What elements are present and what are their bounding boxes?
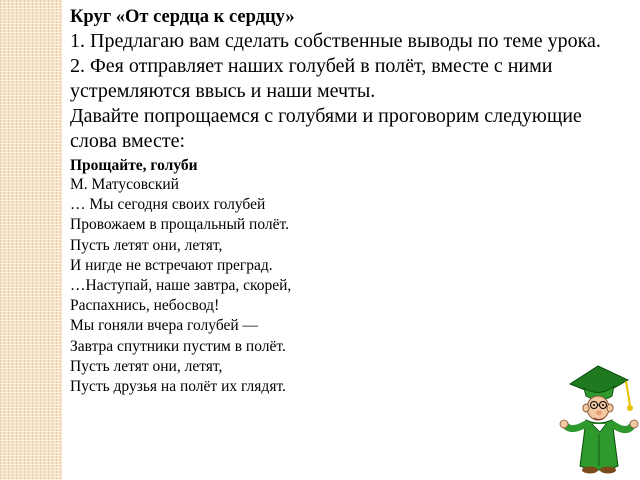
- poem-line: Пусть летят они, летят,: [70, 357, 223, 375]
- left-decorative-border: [0, 0, 62, 480]
- poem-line: …Наступай, наше завтра, скорей,: [70, 277, 292, 295]
- slide-content: [70, 6, 630, 397]
- paragraph-3: Давайте попрощаемся с голубями и проговорим следующие слова вместе:: [70, 105, 582, 152]
- professor-mascot-icon: [556, 362, 640, 478]
- poem-line: Распахнись, небосвод!: [70, 297, 220, 315]
- poem-line: Мы гоняли вчера голубей —: [70, 317, 259, 335]
- paragraph-2: 2. Фея отправляет наших голубей в полёт, вместе с ними устремляются ввысь и наши мечты.: [70, 55, 553, 102]
- poem-line: Провожаем в прощальный полёт.: [70, 216, 289, 234]
- slide-title: Круг «От сердца к сердцу»: [70, 7, 295, 27]
- poem: [70, 156, 630, 397]
- poem-line: И нигде не встречают преград.: [70, 256, 273, 274]
- poem-line: Завтра спутники пустим в полёт.: [70, 337, 286, 355]
- paragraph-1: 1. Предлагаю вам сделать собственные выводы по теме урока.: [70, 30, 601, 52]
- poem-line: … Мы сегодня своих голубей: [70, 196, 266, 214]
- poem-line: Пусть друзья на полёт их глядят.: [70, 378, 286, 396]
- poem-title: Прощайте, голуби: [70, 157, 198, 174]
- poem-author: М. Матусовский: [70, 176, 179, 193]
- poem-line: Пусть летят они, летят,: [70, 236, 223, 254]
